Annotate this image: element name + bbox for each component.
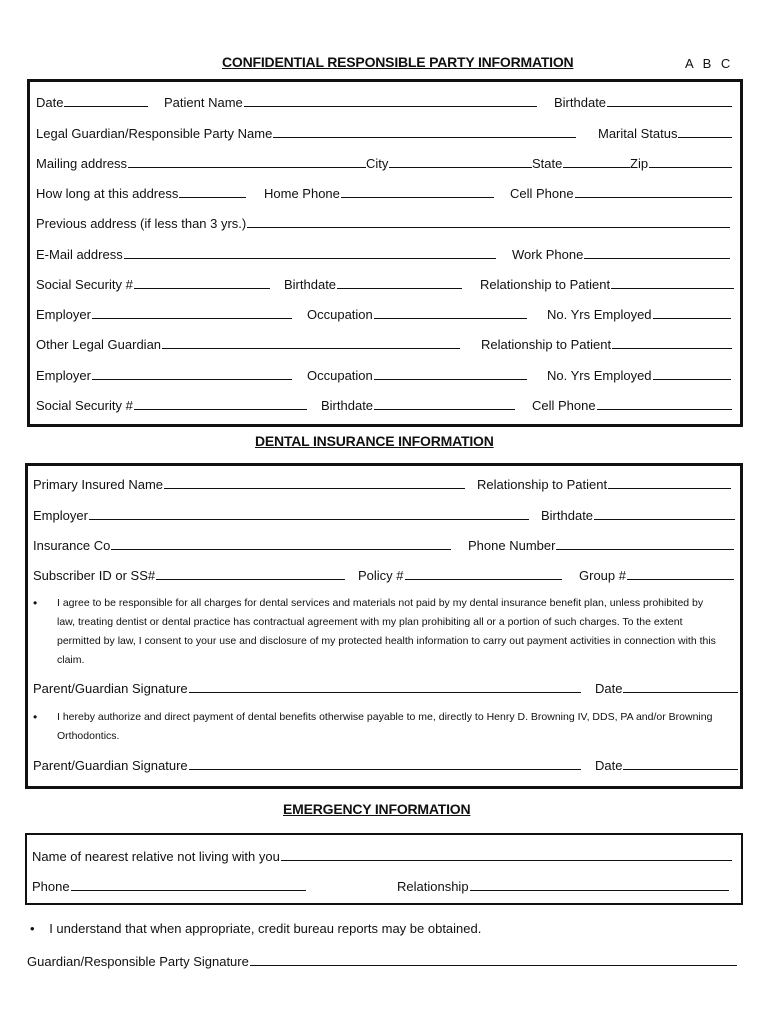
insurance-birthdate-field[interactable]: Birthdate <box>541 505 735 523</box>
credit-bullet <box>30 921 481 936</box>
insurance-title: DENTAL INSURANCE INFORMATION <box>255 433 494 449</box>
marital-status-field[interactable]: Marital Status <box>598 123 732 141</box>
patient-name-field[interactable]: Patient Name <box>164 92 537 110</box>
form-title: CONFIDENTIAL RESPONSIBLE PARTY INFORMATION <box>222 54 574 70</box>
subscriber-id-field[interactable]: Subscriber ID or SS# <box>33 565 345 583</box>
date1-field[interactable]: Date <box>595 678 738 696</box>
work-phone-field[interactable]: Work Phone <box>512 244 730 262</box>
birthdate-field[interactable]: Birthdate <box>554 92 732 110</box>
employer2-field[interactable]: Employer <box>36 365 292 383</box>
primary-insured-field[interactable]: Primary Insured Name <box>33 474 465 492</box>
insurance-co-field[interactable]: Insurance Co <box>33 535 451 553</box>
previous-address-field[interactable]: Previous address (if less than 3 yrs.) <box>36 213 730 231</box>
employer-field[interactable]: Employer <box>36 304 292 322</box>
emergency-phone-field[interactable]: Phone <box>32 876 306 894</box>
bullet-dot: • <box>33 596 38 610</box>
birthdate2-field[interactable]: Birthdate <box>284 274 462 292</box>
bullet-dot: • <box>33 710 38 724</box>
guardian-name-field[interactable]: Legal Guardian/Responsible Party Name <box>36 123 576 141</box>
emergency-title: EMERGENCY INFORMATION <box>283 801 471 817</box>
years-employed-field[interactable]: No. Yrs Employed <box>547 304 731 322</box>
occupation-field[interactable]: Occupation <box>307 304 527 322</box>
ssn2-field[interactable]: Social Security # <box>36 395 307 413</box>
zip-field[interactable]: Zip <box>630 153 732 171</box>
occupation2-field[interactable]: Occupation <box>307 365 527 383</box>
relationship-field[interactable]: Relationship to Patient <box>480 274 734 292</box>
cell-phone-field[interactable]: Cell Phone <box>510 183 732 201</box>
signature1-field[interactable]: Parent/Guardian Signature <box>33 678 581 696</box>
ssn-field[interactable]: Social Security # <box>36 274 270 292</box>
authorize-paragraph: • I hereby authorize and direct payment of dental benefits otherwise payable to me, directly to Henry D. Browning IV, DDS, PA and/or Browning Orthodontics. <box>33 710 713 742</box>
nearest-relative-field[interactable]: Name of nearest relative not living with you <box>32 846 732 864</box>
footer-signature-field[interactable]: Guardian/Responsible Party Signature <box>27 951 737 969</box>
years-employed2-field[interactable]: No. Yrs Employed <box>547 365 731 383</box>
emergency-section <box>25 833 743 905</box>
signature2-field[interactable]: Parent/Guardian Signature <box>33 755 581 773</box>
form-code: A B C <box>685 56 734 71</box>
group-field[interactable]: Group # <box>579 565 734 583</box>
responsible-party-section <box>27 79 743 427</box>
policy-field[interactable]: Policy # <box>358 565 562 583</box>
relationship2-field[interactable]: Relationship to Patient <box>481 334 732 352</box>
how-long-field[interactable]: How long at this address <box>36 183 246 201</box>
state-field[interactable]: State <box>532 153 630 171</box>
home-phone-field[interactable]: Home Phone <box>264 183 494 201</box>
date2-field[interactable]: Date <box>595 755 738 773</box>
bullet-dot: • <box>30 921 35 936</box>
cell-phone2-field[interactable]: Cell Phone <box>532 395 732 413</box>
phone-number-field[interactable]: Phone Number <box>468 535 734 553</box>
email-field[interactable]: E-Mail address <box>36 244 496 262</box>
insurance-relationship-field[interactable]: Relationship to Patient <box>477 474 731 492</box>
city-field[interactable]: City <box>366 153 532 171</box>
date-field[interactable]: Date <box>36 92 148 110</box>
insurance-employer-field[interactable]: Employer <box>33 505 529 523</box>
other-guardian-field[interactable]: Other Legal Guardian <box>36 334 460 352</box>
insurance-section <box>25 463 743 789</box>
mailing-address-field[interactable]: Mailing address <box>36 153 366 171</box>
emergency-relationship-field[interactable]: Relationship <box>397 876 729 894</box>
birthdate3-field[interactable]: Birthdate <box>321 395 515 413</box>
credit-text: I understand that when appropriate, credit bureau reports may be obtained. <box>49 921 482 936</box>
agreement-paragraph: • I agree to be responsible for all charges for dental services and materials not paid by my dental insurance benefit plan, unless prohibited by law, treating dentist or dental practice has contractual agreement with my plan prohibiting all or a portion of such charges. To the extent permitted by law, I consent to your use and disclosure of my protected health information to carry out payment activities in connection with this claim. <box>33 596 716 666</box>
